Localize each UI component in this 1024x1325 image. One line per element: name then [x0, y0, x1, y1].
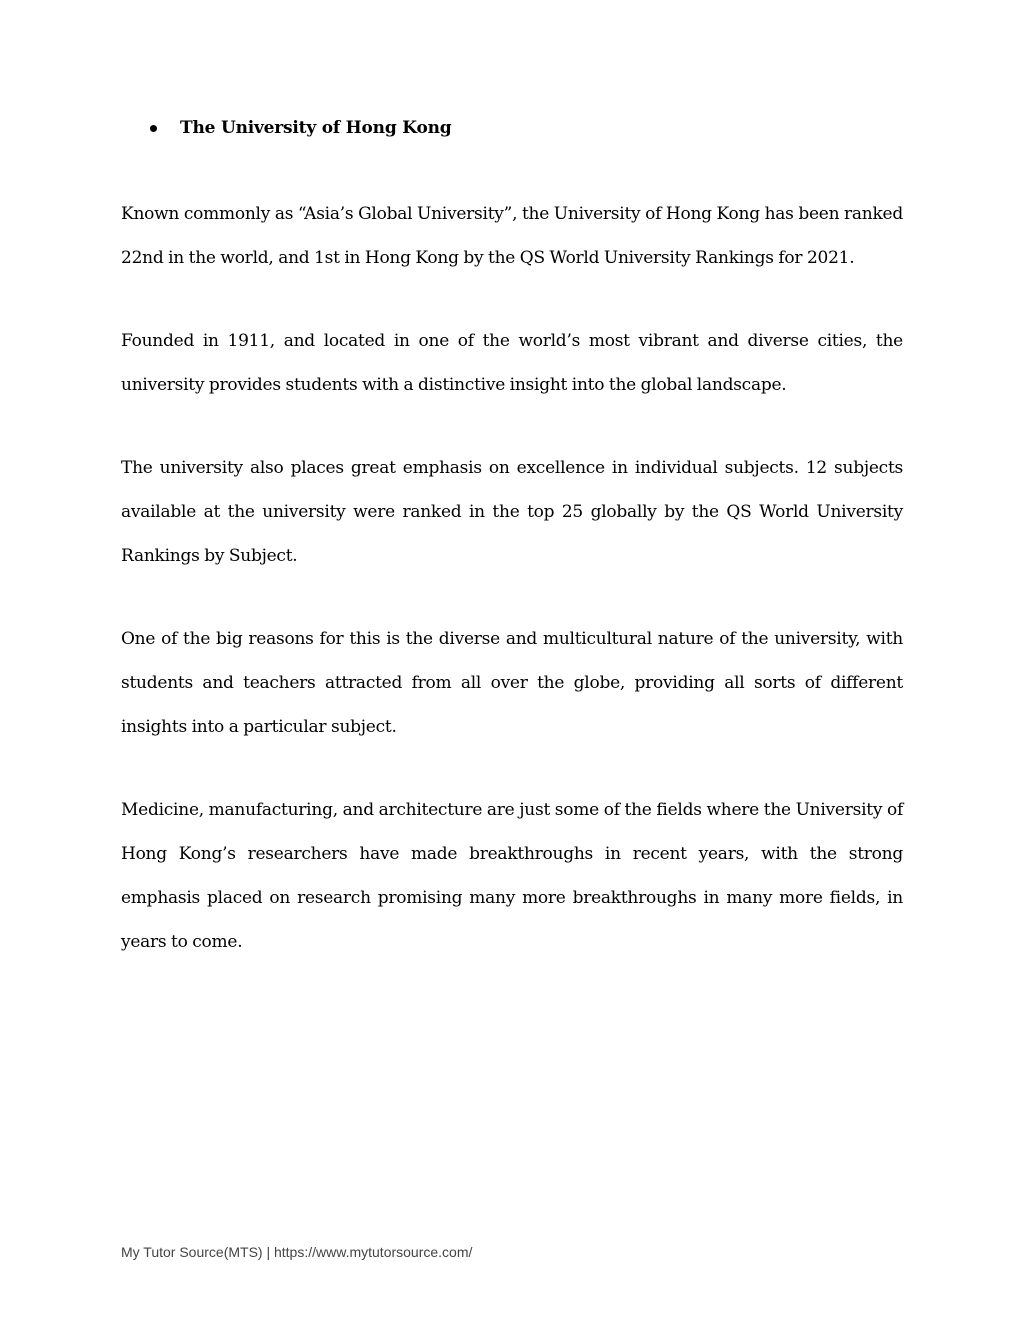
paragraph-diversity: One of the big reasons for this is the diverse and multicultural nature of the university, with students and teachers attracted from all over the globe, providing all sorts of different insights into a particular subject. — [121, 629, 903, 737]
paragraph-subjects: The university also places great emphasis on excellence in individual subjects. 12 subjects available at the university were ranked in the top 25 globally by the QS World University Rankings by Subject. — [121, 458, 903, 566]
paragraph-research: Medicine, manufacturing, and architecture are just some of the fields where the University of Hong Kong’s researchers have made breakthroughs in recent years, with the strong emphasis placed on research promising many more breakthroughs in many more fields, in years to come. — [121, 800, 903, 952]
bullet-heading — [150, 118, 451, 138]
bullet-icon — [150, 125, 157, 132]
section-heading: The University of Hong Kong — [180, 118, 452, 138]
paragraph-founding: Founded in 1911, and located in one of the world’s most vibrant and diverse cities, the university provides students with a distinctive insight into the global landscape. — [121, 331, 903, 395]
paragraph-intro: Known commonly as “Asia’s Global University”, the University of Hong Kong has been ranked 22nd in the world, and 1st in Hong Kong by the QS World University Rankings for 2021. — [121, 204, 903, 268]
page-footer: My Tutor Source(MTS) | https://www.mytutorsource.com/ — [121, 1244, 473, 1260]
document-body — [121, 192, 903, 1003]
